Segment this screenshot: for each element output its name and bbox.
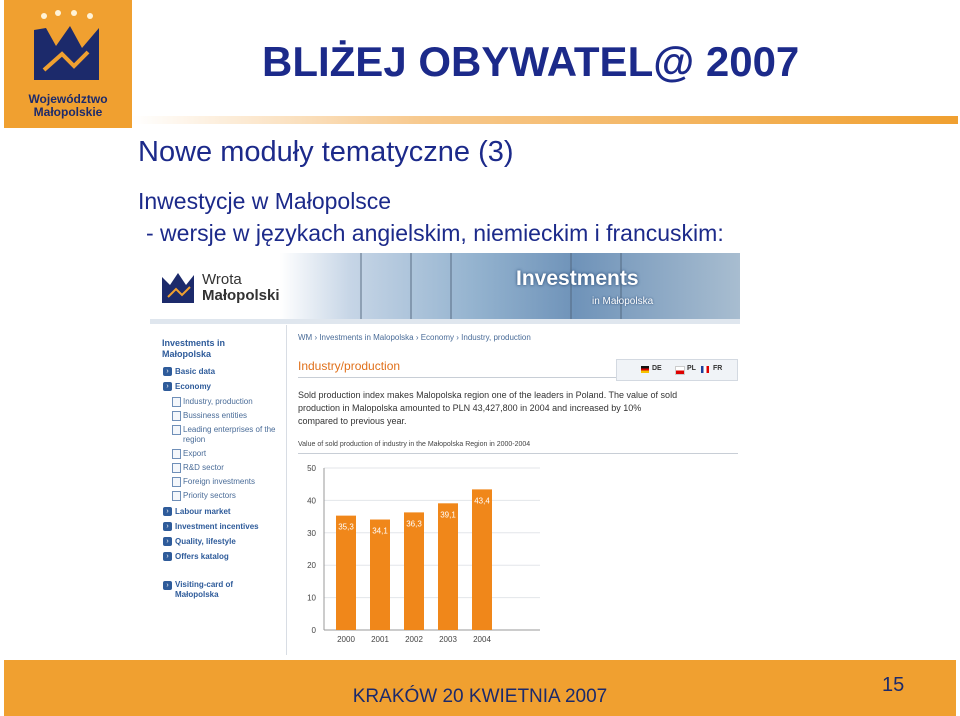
y-tick-label: 40 (307, 496, 316, 506)
page-icon (172, 449, 181, 459)
voivodeship-logo (4, 0, 132, 128)
menu-bullet-icon: › (163, 537, 172, 546)
flag-pl-icon[interactable] (675, 366, 685, 375)
x-tick-label: 2003 (439, 635, 457, 644)
sidebar-subitem-priority-sectors[interactable]: Priority sectors (183, 491, 236, 500)
y-tick-label: 0 (311, 626, 316, 635)
bar (370, 520, 390, 630)
section-title: Industry/production (298, 359, 401, 373)
page-icon (172, 477, 181, 487)
wrota-logo-icon (158, 267, 198, 307)
page-icon (172, 425, 181, 435)
lang-de[interactable]: DE (652, 365, 662, 372)
y-tick-label: 20 (307, 561, 316, 571)
banner-stripe (150, 319, 740, 324)
section-description: Sold production index makes Malopolska region one of the leaders in Poland. The value of sold production in Malopolska amounted to PLN 43,427,800 in 2004 and increased by 10% compared to previous year. (298, 390, 678, 426)
bar-value-label: 34,1 (372, 526, 388, 536)
bar (472, 489, 492, 630)
column-divider (286, 325, 287, 655)
page-icon (172, 463, 181, 473)
header-rule (132, 116, 958, 124)
slide-subtitle: Nowe moduły tematyczne (3) (138, 136, 514, 168)
sidebar-item-visiting-card[interactable]: Visiting-card of Małopolska (175, 580, 234, 599)
slide-line-2: - wersje w językach angielskim, niemieckim i francuskim: (146, 220, 724, 246)
flag-fr-icon[interactable] (701, 366, 709, 373)
logo-line1: Województwo (28, 92, 108, 106)
sidebar-item-investment-incentives[interactable]: Investment incentives (175, 522, 259, 531)
bar (438, 503, 458, 630)
production-bar-chart (290, 458, 540, 653)
bar-value-label: 39,1 (440, 510, 456, 520)
flag-de-icon[interactable] (641, 366, 649, 373)
breadcrumb[interactable]: WM › Investments in Malopolska › Economy › Industry, production (298, 333, 531, 342)
y-tick-label: 10 (307, 593, 316, 603)
website-screenshot (150, 253, 740, 658)
bar (404, 512, 424, 630)
menu-bullet-icon: › (163, 507, 172, 516)
crown-emblem-icon (4, 0, 132, 90)
header-title: BLIŻEJ OBYWATEL@ 2007 (262, 38, 800, 85)
x-tick-label: 2002 (405, 635, 423, 644)
sidebar-item-economy[interactable]: Economy (175, 382, 212, 391)
banner-title: Investments (516, 267, 639, 290)
menu-bullet-icon: › (163, 552, 172, 561)
sidebar-subitem-rd-sector[interactable]: R&D sector (183, 463, 224, 472)
site-brand-line2: Małopolski (202, 287, 280, 304)
sidebar-subitem-export[interactable]: Export (183, 449, 207, 458)
sidebar-subitem-industry[interactable]: Industry, production (183, 397, 253, 406)
menu-bullet-icon: › (163, 382, 172, 391)
x-tick-label: 2000 (337, 635, 355, 644)
sidebar-subitem-business-entities[interactable]: Bussiness entities (183, 411, 248, 420)
y-tick-label: 50 (307, 464, 316, 473)
page-icon (172, 411, 181, 421)
sidebar-item-basic-data[interactable]: Basic data (175, 367, 216, 376)
menu-bullet-icon: › (163, 367, 172, 376)
menu-bullet-icon: › (163, 581, 172, 590)
sidebar-title: Investments in Małopolska (162, 338, 226, 359)
x-tick-label: 2001 (371, 635, 389, 644)
sidebar-item-quality-lifestyle[interactable]: Quality, lifestyle (175, 537, 236, 546)
y-tick-label: 30 (307, 528, 316, 538)
bar-value-label: 36,3 (406, 519, 422, 529)
page-number: 15 (882, 674, 905, 696)
chart-title: Value of sold production of industry in the Małopolska Region in 2000-2004 (298, 441, 531, 448)
language-switcher (616, 359, 738, 381)
sidebar-subitem-foreign-investments[interactable]: Foreign investments (183, 477, 256, 486)
bar-value-label: 35,3 (338, 522, 354, 532)
menu-bullet-icon: › (163, 522, 172, 531)
site-brand-line1: Wrota (202, 271, 242, 288)
sidebar-item-labour-market[interactable]: Labour market (175, 507, 231, 516)
banner-subtitle: in Małopolska (592, 296, 654, 307)
bar-value-label: 43,4 (474, 496, 490, 506)
lang-pl[interactable]: PL (687, 365, 696, 372)
slide-line-1: Inwestycje w Małopolsce (138, 188, 392, 214)
page-icon (172, 491, 181, 501)
sidebar-item-offers-katalog[interactable]: Offers katalog (175, 552, 229, 561)
chart-rule (298, 453, 738, 454)
x-tick-label: 2004 (473, 635, 491, 644)
page-icon (172, 397, 181, 407)
logo-line2: Małopolskie (33, 105, 103, 119)
sidebar-subitem-leading-enterprises[interactable]: Leading enterprises of the region (183, 425, 276, 444)
lang-fr[interactable]: FR (713, 365, 723, 372)
bar (336, 516, 356, 630)
footer-date: KRAKÓW 20 KWIETNIA 2007 (352, 686, 608, 707)
